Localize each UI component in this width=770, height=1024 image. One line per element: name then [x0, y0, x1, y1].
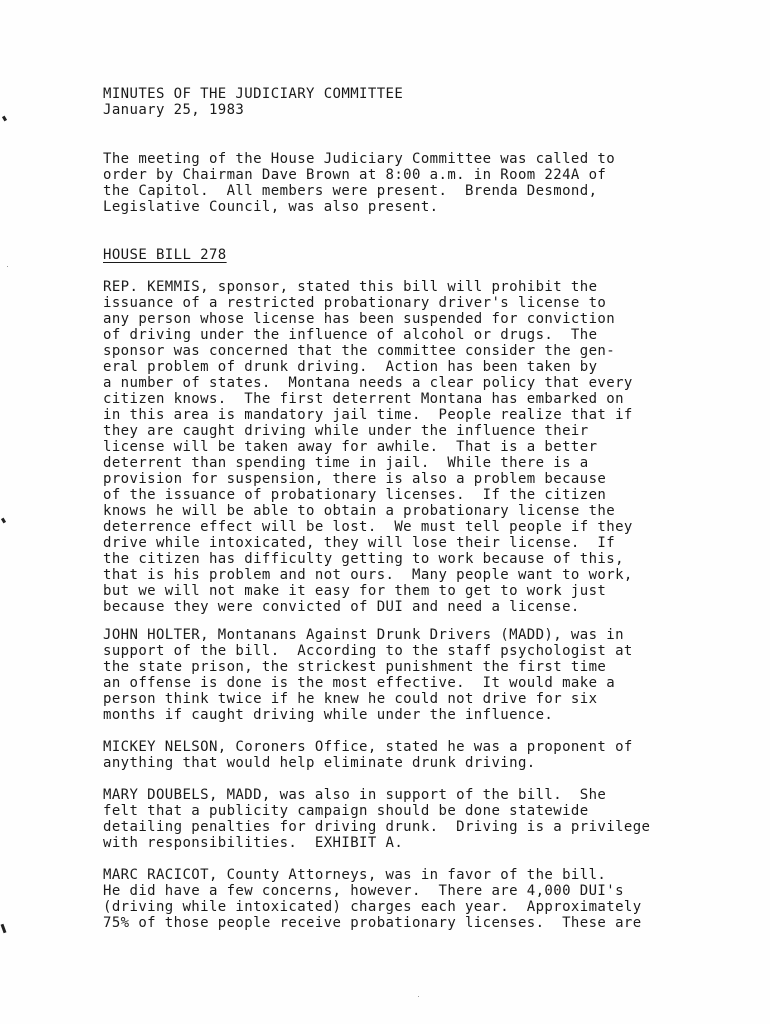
minutes-date: January 25, 1983 — [103, 102, 245, 118]
paragraph-kemmis: REP. KEMMIS, sponsor, stated this bill will prohibit the issuance of a restricted probationary driver's license to any person whose license has been suspended for conviction of driving under the influence of alcohol or drugs. The sponsor was concerned that the committee consider the gen- eral problem of drunk driving. Action has been taken by a number of states. Montana needs a clear policy that every citizen knows. The first deterrent Montana has embarked on in this area is mandatory jail time. People realize that if they are caught driving while under the influence their license will be taken away for awhile. That is a better deterrent than spending time in jail. While there is a provision for suspension, there is also a problem because of the issuance of probationary licenses. If the citizen knows he will be able to obtain a probationary license the deterrence effect will be lost. We must tell people if they drive while intoxicated, they will lose their license. If the citizen has difficulty getting to work because of this, that is his problem and not ours. Many people want to work, but we will not make it easy for them to get to work just because they were convicted of DUI and need a license. — [103, 279, 633, 615]
paragraph-holter: JOHN HOLTER, Montanans Against Drunk Drivers (MADD), was in support of the bill. According to the staff psychologist at the state prison, the strickest punishment the first time an offense is done is the most effective. It would make a person think twice if he knew he could not drive for six months if caught driving while under the influence. — [103, 627, 633, 723]
paragraph-doubels: MARY DOUBELS, MADD, was also in support of the bill. She felt that a publicity campaign should be done statewide detailing penalties for driving drunk. Driving is a privilege with responsibilities. EXHIBIT A. — [103, 787, 651, 851]
minutes-title: MINUTES OF THE JUDICIARY COMMITTEE — [103, 86, 404, 102]
margin-mark — [1, 924, 7, 933]
minutes-header — [103, 86, 403, 118]
margin-mark — [2, 116, 7, 122]
margin-mark — [1, 518, 6, 524]
intro-paragraph: The meeting of the House Judiciary Committee was called to order by Chairman Dave Brown at 8:00 a.m. in Room 224A of the Capitol. All members were present. Brenda Desmond, Legislative Council, was also present. — [103, 151, 616, 215]
scan-speck — [418, 996, 419, 997]
scan-speck — [7, 266, 8, 267]
paragraph-racicot: MARC RACICOT, County Attorneys, was in favor of the bill. He did have a few concerns, however. There are 4,000 DUI's (driving while intoxicated) charges each year. Approximately 75% of those people receive probationary licenses. These are — [103, 867, 642, 931]
bill-heading: HOUSE BILL 278 — [103, 247, 227, 263]
paragraph-nelson: MICKEY NELSON, Coroners Office, stated he was a proponent of anything that would help eliminate drunk driving. — [103, 739, 633, 771]
